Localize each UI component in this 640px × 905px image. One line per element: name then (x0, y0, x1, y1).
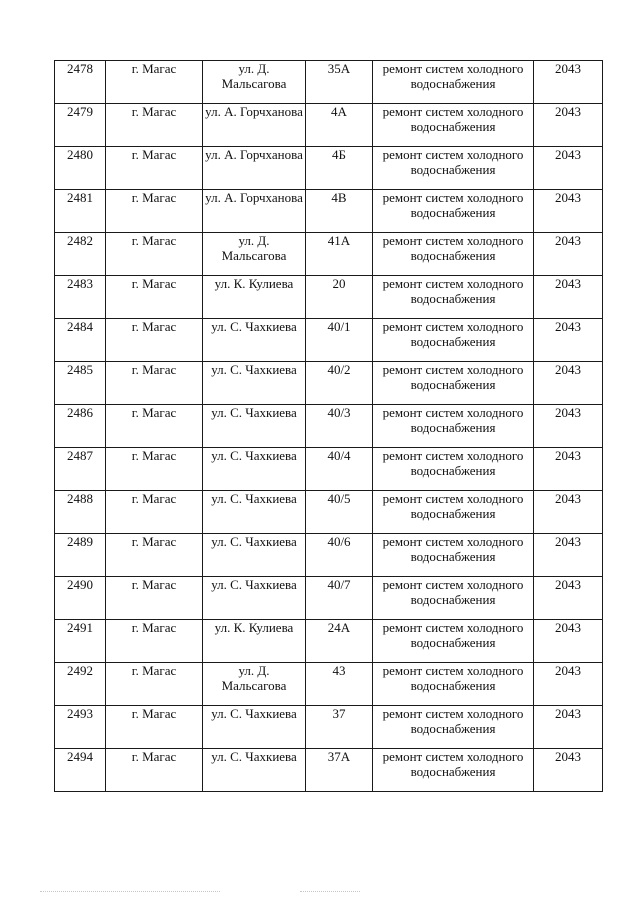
work-type-cell (373, 663, 534, 706)
city-cell: г. Магас (106, 491, 203, 534)
city-cell: г. Магас (106, 276, 203, 319)
table-row (55, 749, 603, 792)
table-row (55, 61, 603, 104)
street-text: ул. С. Чахкиева (211, 577, 297, 592)
house-number-cell: 35А (306, 61, 373, 104)
work-type-text: ремонт систем холодного водоснабжения (382, 233, 524, 263)
house-number-cell: 43 (306, 663, 373, 706)
city-cell: г. Магас (106, 190, 203, 233)
street-cell (203, 577, 306, 620)
street-text: ул. С. Чахкиева (211, 491, 297, 506)
year-cell: 2043 (534, 276, 603, 319)
year-cell: 2043 (534, 491, 603, 534)
street-cell (203, 190, 306, 233)
street-text: ул. Д. Мальсагова (221, 61, 287, 91)
street-text: ул. К. Кулиева (214, 276, 294, 291)
street-text: ул. С. Чахкиева (211, 362, 297, 377)
city-cell: г. Магас (106, 749, 203, 792)
street-text: ул. А. Горчханова (205, 147, 303, 162)
street-text: ул. Д. Мальсагова (221, 663, 287, 693)
street-text: ул. С. Чахкиева (211, 706, 297, 721)
city-cell: г. Магас (106, 147, 203, 190)
street-text: ул. А. Горчханова (205, 190, 303, 205)
row-number-cell: 2489 (55, 534, 106, 577)
table-row (55, 448, 603, 491)
house-number-cell: 41А (306, 233, 373, 276)
house-number-cell: 4В (306, 190, 373, 233)
work-type-text: ремонт систем холодного водоснабжения (382, 61, 524, 91)
work-type-text: ремонт систем холодного водоснабжения (382, 577, 524, 607)
work-type-cell (373, 749, 534, 792)
work-type-text: ремонт систем холодного водоснабжения (382, 663, 524, 693)
repair-schedule-body (55, 61, 603, 792)
city-cell: г. Магас (106, 663, 203, 706)
street-text: ул. С. Чахкиева (211, 448, 297, 463)
table-row (55, 577, 603, 620)
city-cell: г. Магас (106, 405, 203, 448)
street-cell (203, 448, 306, 491)
street-cell (203, 319, 306, 362)
city-cell: г. Магас (106, 706, 203, 749)
street-cell (203, 276, 306, 319)
row-number-cell: 2478 (55, 61, 106, 104)
street-cell (203, 104, 306, 147)
work-type-text: ремонт систем холодного водоснабжения (382, 491, 524, 521)
table-row (55, 706, 603, 749)
year-cell: 2043 (534, 233, 603, 276)
year-cell: 2043 (534, 319, 603, 362)
street-text: ул. С. Чахкиева (211, 534, 297, 549)
house-number-cell: 40/2 (306, 362, 373, 405)
year-cell: 2043 (534, 663, 603, 706)
street-text: ул. С. Чахкиева (211, 749, 297, 764)
year-cell: 2043 (534, 534, 603, 577)
work-type-cell (373, 233, 534, 276)
year-cell: 2043 (534, 577, 603, 620)
work-type-cell (373, 448, 534, 491)
work-type-text: ремонт систем холодного водоснабжения (382, 362, 524, 392)
table-row (55, 663, 603, 706)
street-cell (203, 534, 306, 577)
house-number-cell: 4А (306, 104, 373, 147)
year-cell: 2043 (534, 362, 603, 405)
street-cell (203, 749, 306, 792)
work-type-cell (373, 362, 534, 405)
year-cell: 2043 (534, 448, 603, 491)
table-row (55, 276, 603, 319)
work-type-cell (373, 534, 534, 577)
table-row (55, 319, 603, 362)
work-type-text: ремонт систем холодного водоснабжения (382, 276, 524, 306)
table-row (55, 491, 603, 534)
street-text: ул. С. Чахкиева (211, 319, 297, 334)
city-cell: г. Магас (106, 577, 203, 620)
street-cell (203, 61, 306, 104)
house-number-cell: 37А (306, 749, 373, 792)
table-row (55, 362, 603, 405)
row-number-cell: 2494 (55, 749, 106, 792)
work-type-cell (373, 577, 534, 620)
row-number-cell: 2479 (55, 104, 106, 147)
year-cell: 2043 (534, 104, 603, 147)
year-cell: 2043 (534, 405, 603, 448)
year-cell: 2043 (534, 147, 603, 190)
street-cell (203, 620, 306, 663)
street-cell (203, 362, 306, 405)
repair-schedule-table (54, 60, 603, 792)
street-cell (203, 663, 306, 706)
house-number-cell: 40/7 (306, 577, 373, 620)
row-number-cell: 2480 (55, 147, 106, 190)
year-cell: 2043 (534, 61, 603, 104)
year-cell: 2043 (534, 620, 603, 663)
house-number-cell: 24А (306, 620, 373, 663)
street-cell (203, 706, 306, 749)
city-cell: г. Магас (106, 362, 203, 405)
row-number-cell: 2488 (55, 491, 106, 534)
row-number-cell: 2493 (55, 706, 106, 749)
work-type-text: ремонт систем холодного водоснабжения (382, 104, 524, 134)
row-number-cell: 2491 (55, 620, 106, 663)
work-type-cell (373, 491, 534, 534)
work-type-text: ремонт систем холодного водоснабжения (382, 319, 524, 349)
house-number-cell: 40/5 (306, 491, 373, 534)
row-number-cell: 2481 (55, 190, 106, 233)
row-number-cell: 2482 (55, 233, 106, 276)
work-type-text: ремонт систем холодного водоснабжения (382, 405, 524, 435)
row-number-cell: 2483 (55, 276, 106, 319)
table-row (55, 104, 603, 147)
year-cell: 2043 (534, 190, 603, 233)
city-cell: г. Магас (106, 104, 203, 147)
house-number-cell: 40/3 (306, 405, 373, 448)
scan-noise-line (300, 891, 360, 892)
street-cell (203, 233, 306, 276)
work-type-text: ремонт систем холодного водоснабжения (382, 190, 524, 220)
row-number-cell: 2486 (55, 405, 106, 448)
work-type-cell (373, 190, 534, 233)
street-text: ул. К. Кулиева (214, 620, 294, 635)
city-cell: г. Магас (106, 319, 203, 362)
house-number-cell: 4Б (306, 147, 373, 190)
work-type-cell (373, 61, 534, 104)
street-text: ул. Д. Мальсагова (221, 233, 287, 263)
work-type-text: ремонт систем холодного водоснабжения (382, 448, 524, 478)
street-cell (203, 405, 306, 448)
scan-noise-line (40, 891, 220, 892)
work-type-cell (373, 319, 534, 362)
city-cell: г. Магас (106, 534, 203, 577)
work-type-cell (373, 104, 534, 147)
work-type-cell (373, 147, 534, 190)
street-cell (203, 147, 306, 190)
city-cell: г. Магас (106, 620, 203, 663)
work-type-cell (373, 706, 534, 749)
work-type-cell (373, 276, 534, 319)
year-cell: 2043 (534, 706, 603, 749)
house-number-cell: 40/1 (306, 319, 373, 362)
row-number-cell: 2492 (55, 663, 106, 706)
table-row (55, 534, 603, 577)
year-cell: 2043 (534, 749, 603, 792)
row-number-cell: 2490 (55, 577, 106, 620)
city-cell: г. Магас (106, 61, 203, 104)
work-type-text: ремонт систем холодного водоснабжения (382, 534, 524, 564)
work-type-text: ремонт систем холодного водоснабжения (382, 620, 524, 650)
work-type-text: ремонт систем холодного водоснабжения (382, 749, 524, 779)
row-number-cell: 2487 (55, 448, 106, 491)
street-text: ул. С. Чахкиева (211, 405, 297, 420)
work-type-text: ремонт систем холодного водоснабжения (382, 706, 524, 736)
city-cell: г. Магас (106, 448, 203, 491)
house-number-cell: 40/4 (306, 448, 373, 491)
row-number-cell: 2485 (55, 362, 106, 405)
table-row (55, 233, 603, 276)
street-text: ул. А. Горчханова (205, 104, 303, 119)
house-number-cell: 20 (306, 276, 373, 319)
work-type-cell (373, 620, 534, 663)
house-number-cell: 37 (306, 706, 373, 749)
table-row (55, 147, 603, 190)
house-number-cell: 40/6 (306, 534, 373, 577)
table-row (55, 620, 603, 663)
work-type-cell (373, 405, 534, 448)
table-row (55, 190, 603, 233)
table-row (55, 405, 603, 448)
city-cell: г. Магас (106, 233, 203, 276)
work-type-text: ремонт систем холодного водоснабжения (382, 147, 524, 177)
row-number-cell: 2484 (55, 319, 106, 362)
street-cell (203, 491, 306, 534)
